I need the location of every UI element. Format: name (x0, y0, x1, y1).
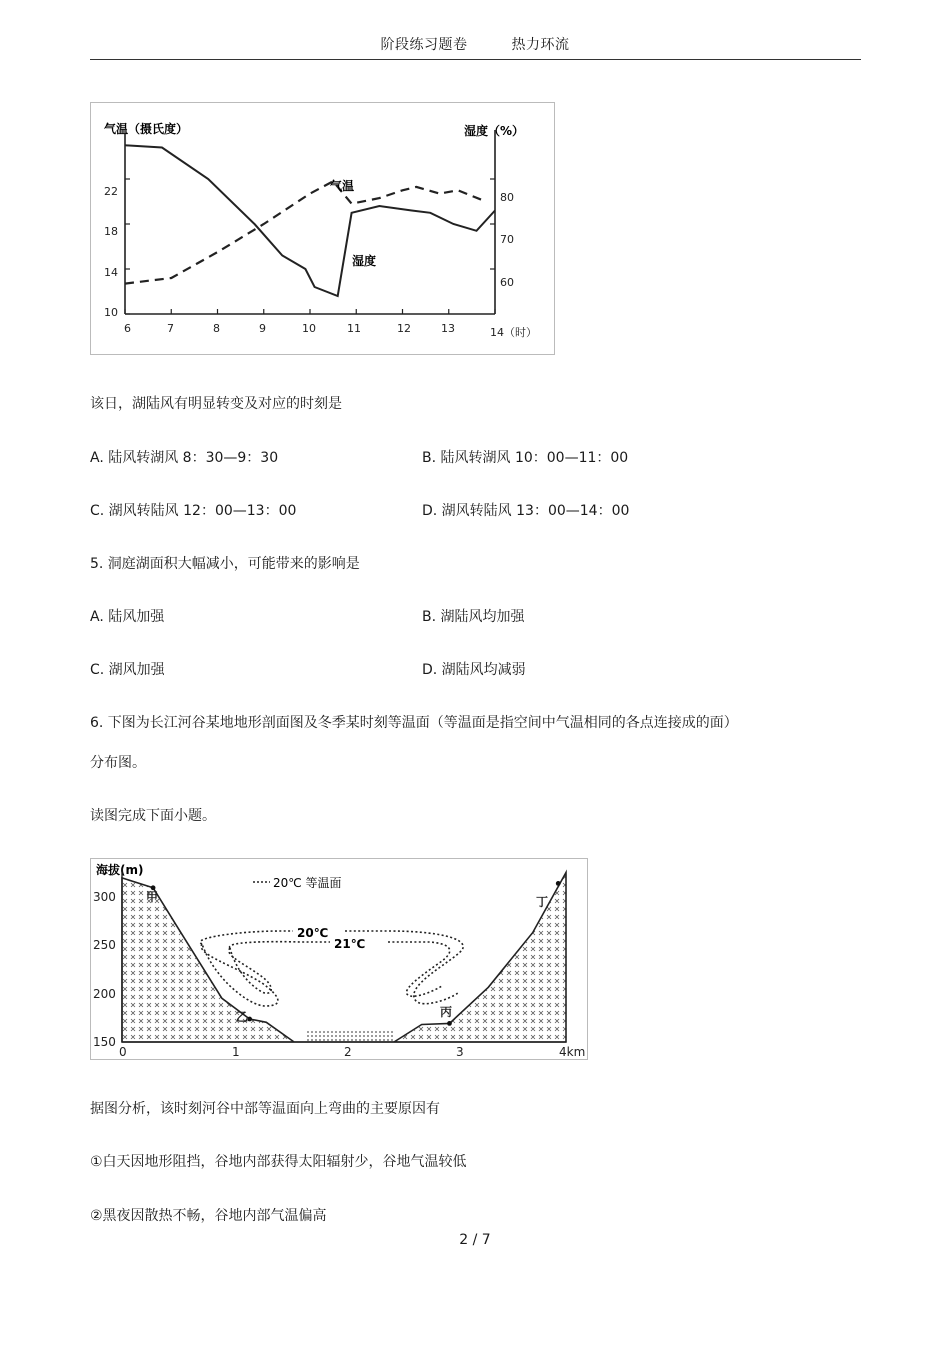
temperature-series-label: 气温 (330, 179, 355, 193)
q5-option-c[interactable]: C. 湖风加强 (90, 662, 165, 678)
q5-option-d[interactable]: D. 湖陆风均减弱 (422, 662, 526, 678)
location-point-丁 (556, 881, 561, 886)
q6-item-2: ②黑夜因散热不畅，谷地内部气温偏高 (90, 1208, 327, 1224)
y-left-tick: 14 (104, 266, 118, 279)
page-header (0, 34, 950, 54)
q5-option-a[interactable]: A. 陆风加强 (90, 609, 165, 625)
x-tick: 7 (167, 322, 174, 335)
x-tick: 2 (344, 1045, 352, 1059)
y-tick: 150 (93, 1035, 116, 1049)
q5-stem: 5. 洞庭湖面积大幅减小，可能带来的影响是 (90, 556, 360, 572)
humidity-series-label: 湿度 (352, 254, 377, 268)
q4-stem: 该日，湖陆风有明显转变及对应的时刻是 (90, 396, 342, 412)
x-tick: 8 (213, 322, 220, 335)
chart-frame (91, 103, 555, 355)
legend-label: 20℃ 等温面 (273, 876, 342, 890)
header-title: 阶段练习题卷 (380, 37, 468, 53)
q6-stem-line2: 分布图。 (90, 755, 146, 771)
x-tick: 11 (347, 322, 361, 335)
x-tick: 4km (559, 1045, 586, 1059)
point-label-yi: 乙 (236, 1010, 249, 1024)
y-left-tick: 22 (104, 185, 118, 198)
page-number: 2 / 7 (459, 1232, 491, 1248)
x-tick: 1 (232, 1045, 240, 1059)
x-tick: 12 (397, 322, 411, 335)
header-subtitle: 热力环流 (511, 37, 570, 53)
x-tick: 13 (441, 322, 455, 335)
header-rule (90, 59, 861, 60)
isotherm-21c-label: 21℃ (334, 937, 366, 951)
y-tick: 200 (93, 987, 116, 1001)
y-tick: 300 (93, 890, 116, 904)
isotherm-20c-label: 20℃ (297, 926, 329, 940)
point-label-jia: 甲 (146, 890, 159, 904)
y-axis-label: 海拔(m) (96, 863, 144, 877)
x-tick: 6 (124, 322, 131, 335)
x-tick: 9 (259, 322, 266, 335)
x-tick: 10 (302, 322, 316, 335)
location-point-丙 (447, 1021, 452, 1026)
point-label-bing: 丙 (440, 1005, 453, 1019)
y-tick: 250 (93, 938, 116, 952)
x-tick: 0 (119, 1045, 127, 1059)
valley-profile-chart (90, 858, 588, 1060)
y-left-tick: 10 (104, 306, 118, 319)
y-left-tick: 18 (104, 225, 118, 238)
q6-instruction: 读图完成下面小题。 (90, 808, 216, 824)
x-tick: 14（时） (490, 326, 537, 339)
river-water (305, 1031, 394, 1042)
q4-option-c[interactable]: C. 湖风转陆风 12：00—13：00 (90, 503, 297, 519)
y-left-axis-label: 气温（摄氏度） (104, 122, 189, 136)
y-right-axis-label: 湿度（%） (464, 124, 525, 138)
q6-stem-line1: 6. 下图为长江河谷某地地形剖面图及冬季某时刻等温面（等温面是指空间中气温相同的各点连接成的面） (90, 715, 738, 731)
q4-option-b[interactable]: B. 陆风转湖风 10：00—11：00 (422, 450, 629, 466)
q5-option-b[interactable]: B. 湖陆风均加强 (422, 609, 525, 625)
y-right-tick: 60 (500, 276, 514, 289)
x-tick: 3 (456, 1045, 464, 1059)
q6-item-1: ①白天因地形阻挡，谷地内部获得太阳辐射少，谷地气温较低 (90, 1154, 467, 1170)
temperature-humidity-chart (90, 102, 555, 355)
point-label-ding: 丁 (536, 895, 549, 909)
q4-option-d[interactable]: D. 湖风转陆风 13：00—14：00 (422, 503, 630, 519)
y-right-tick: 80 (500, 191, 514, 204)
y-right-tick: 70 (500, 233, 514, 246)
q4-option-a[interactable]: A. 陆风转湖风 8：30—9：30 (90, 450, 279, 466)
q6-analysis-stem: 据图分析，该时刻河谷中部等温面向上弯曲的主要原因有 (90, 1101, 440, 1117)
